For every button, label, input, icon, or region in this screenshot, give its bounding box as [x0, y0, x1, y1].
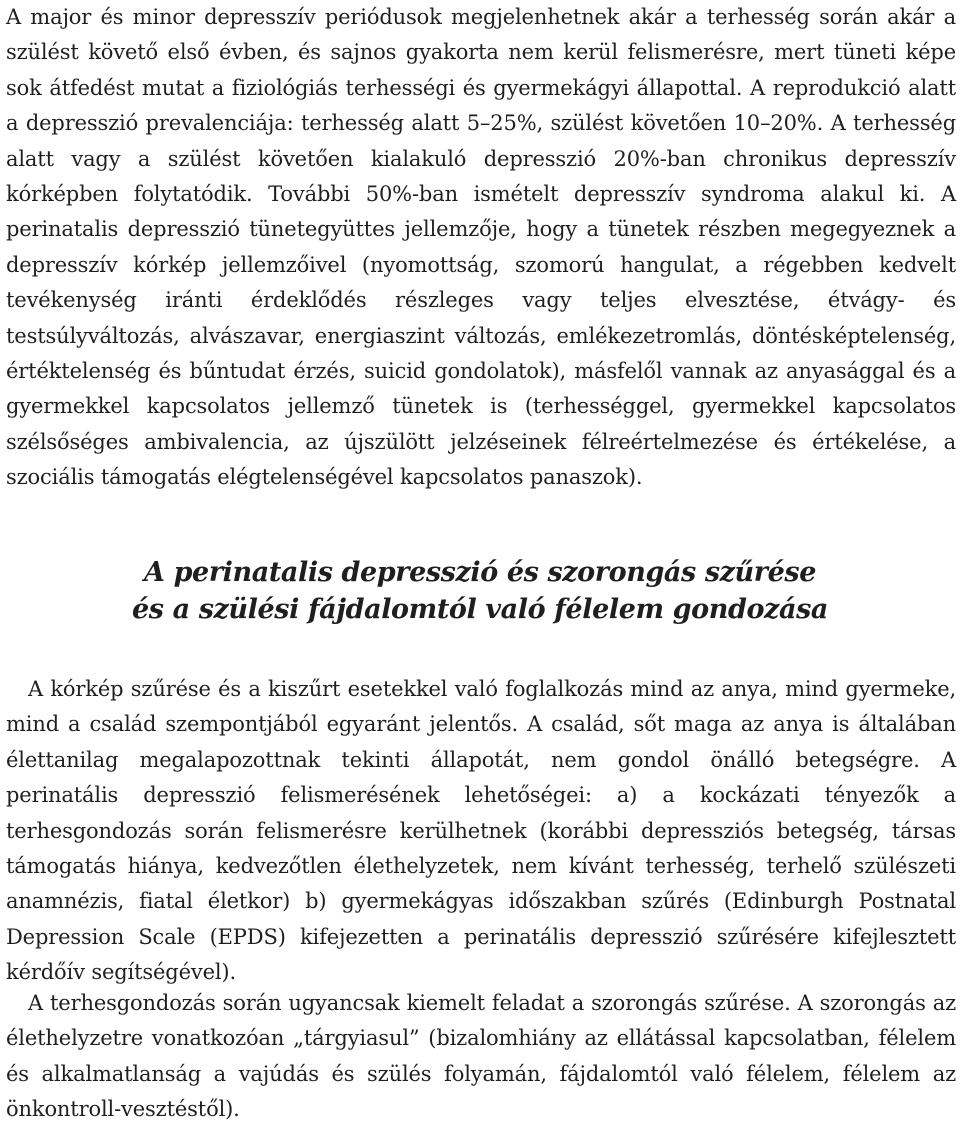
- body-paragraph-anxiety: A terhesgondozás során ugyancsak kiemelt feladat a szorongás szűrése. A szorongás az élethelyzetre vonatkozóan „tárgyiasul” (bizalomhiány az ellátással kapcsolatban, félelem és alkalmatlanság a vajúdás és szülés folyamán, fájdalomtól való félelem, félelem az önkontroll-vesztéstől).: [6, 991, 956, 1122]
- body-paragraph-prevalence: A major és minor depresszív periódusok megjelenhetnek akár a terhesség során akár a szülést követő első évben, és sajnos gyakorta nem kerül felismerésre, mert tüneti képe sok átfedést mutat a fiziológiás terhességi és gyermekágyi állapottal. A reprodukció alatt a depresszió prevalenciája: terhesség alatt 5–25%, szülést követően 10–20%. A terhesség alatt vagy a szülést követően kialakuló depresszió 20%-ban chronikus depresszív kórképben folytatódik. További 50%-ban ismételt depresszív syndroma alakul ki. A perinatalis depresszió tünetegyüttes jellemzője, hogy a tünetek részben megegyeznek a depresszív kórkép jellemzőivel (nyomottság, szomorú hangulat, a régebben kedvelt tevékenység iránti érdeklődés részleges vagy teljes elvesztése, étvágy- és testsúlyváltozás, alvászavar, energiaszint változás, emlékezetromlás, döntésképtelenség, értéktelenség és bűntudat érzés, suicid gondolatok), másfelől vannak az anyasággal és a gyermekkel kapcsolatos jellemző tünetek is (terhességgel, gyermekkel kapcsolatos szélsőséges ambivalencia, az újszülött jelzéseinek félreértelmezése és értékelése, a szociális támogatás elégtelenségével kapcsolatos panaszok).: [6, 5, 956, 490]
- section-heading: [0, 554, 960, 628]
- body-paragraph-screening: A kórkép szűrése és a kiszűrt esetekkel való foglalkozás mind az anya, mind gyermeke, mind a család szempontjából egyaránt jelentős. A család, sőt maga az anya is általában élettanilag megalapozottnak tekinti állapotát, nem gondol önálló betegségre. A perinatális depresszió felismerésének lehetőségei: a) a kockázati tényezők a terhesgondozás során felismerésre kerülhetnek (korábbi depressziós betegség, társas támogatás hiánya, kedvezőtlen élethelyzetek, nem kívánt terhesség, terhelő szülészeti anamnézis, fiatal életkor) b) gyermekágyas időszakban szűrés (Edinburgh Postnatal Depression Scale (EPDS) kifejezetten a perinatális depresszió szűrésére kifejlesztett kérdőív segítségével).: [6, 677, 956, 985]
- section-heading-line-1: A perinatalis depresszió és szorongás szűrése: [144, 557, 816, 588]
- section-heading-line-2: és a szülési fájdalomtól való félelem gondozása: [132, 594, 828, 625]
